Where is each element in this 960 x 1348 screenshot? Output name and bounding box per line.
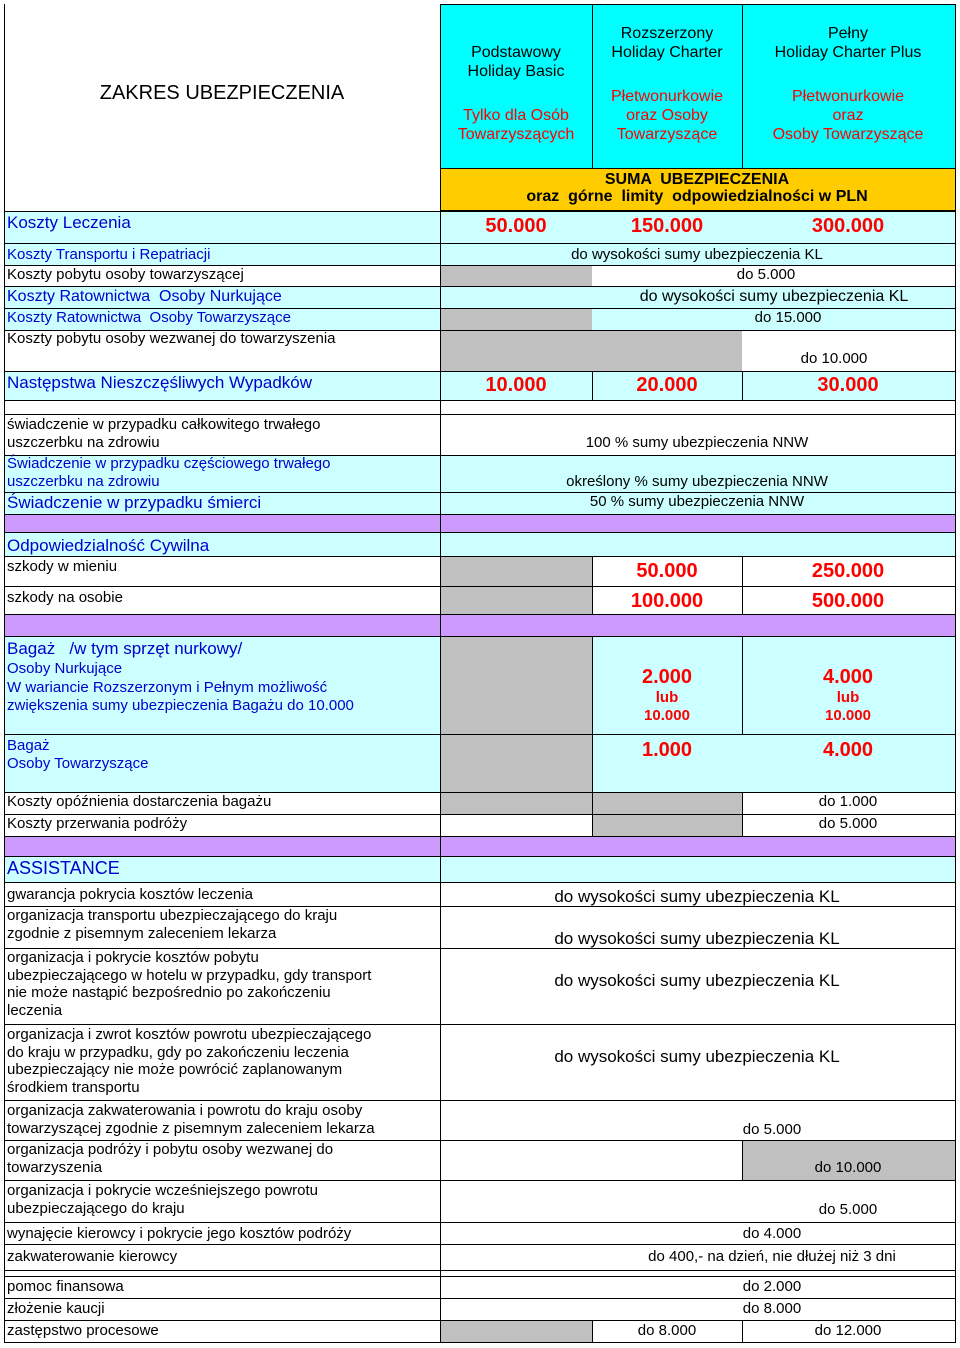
row-value: do 5.000 [818,815,878,832]
row-value: do 10.000 [814,1159,882,1176]
grid-line [4,882,955,883]
row-label: Bagaż /w tym sprzęt nurkowy/ [7,639,243,658]
row-value: do 12.000 [814,1322,882,1339]
row-value: 100 % sumy ubezpieczenia NNW [585,434,809,451]
row-label: Koszty Transportu i Repatriacji [7,246,211,263]
row-value: do 8.000 [742,1300,802,1317]
grid-line [4,1244,955,1245]
row-label: Koszty opóźnienia dostarczenia bagażu [7,793,272,810]
row-value: do wysokości sumy ubezpieczenia KL [571,246,823,263]
row-label: świadczenie w przypadku całkowitego trwałego uszczerbku na zdrowiu [7,416,321,451]
grid-line [4,1276,955,1277]
row-label: ASSISTANCE [7,858,120,878]
grid-line [4,614,955,615]
row-label: pomoc finansowa [7,1278,124,1295]
row-value: 1.000 [641,739,693,761]
table-row [4,836,955,856]
row-value: 4.000 [822,666,874,688]
row-value: do wysokości sumy ubezpieczenia KL [554,887,840,906]
row-value: do 2.000 [742,1278,802,1295]
plan-note: Płetwonurkowie oraz Osoby Towarzyszące [610,88,724,143]
table-row [4,400,955,414]
row-value: do 15.000 [754,309,822,326]
row-value: do 5.000 [742,1121,802,1138]
row-label: Świadczenie w przypadku śmierci [7,493,262,512]
row-label: Koszty Ratownictwa Osoby Nurkujące [7,288,282,305]
row-value: 20.000 [636,374,698,396]
grid-line [4,586,955,587]
row-label: organizacja i pokrycie wcześniejszego powrotu ubezpieczającego do kraju [7,1182,318,1217]
row-value: określony % sumy ubezpieczenia NNW [566,473,828,490]
sum-header: SUMA UBEZPIECZENIA oraz górne limity odpowiedzialności w PLN [526,171,868,205]
grid-line [4,286,955,287]
row-value: 30.000 [817,374,879,396]
grid-line [4,1180,955,1181]
row-label: Koszty Ratownictwa Osoby Towarzyszące [7,309,291,326]
row-label: organizacja i pokrycie kosztów pobytu ubezpieczającego w hotelu w przypadku, gdy transport nie może nastąpić bezpośrednio po zakończeniu leczenia [7,949,372,1020]
row-value: do wysokości sumy ubezpieczenia KL [554,971,840,990]
row-label: szkody na osobie [7,589,123,606]
row-label: Koszty pobytu osoby towarzyszącej [7,266,244,283]
table-row [4,614,955,636]
row-value: 4.000 [822,739,874,761]
grid-line [4,1320,955,1321]
row-value: do wysokości sumy ubezpieczenia KL [554,1047,840,1066]
plan-note: Tylko dla Osób Towarzyszących [457,107,575,143]
row-label: Bagaż Osoby Towarzyszące [7,737,149,772]
grid-line [440,210,955,211]
row-value: lub 10.000 [644,689,690,724]
grid-line [4,1298,955,1299]
table-row [4,856,955,882]
grid-line [4,556,955,557]
row-label: zastępstwo procesowe [7,1322,159,1339]
row-value: 50.000 [485,215,547,237]
grid-line [4,414,955,415]
grid-line [4,1100,955,1101]
grid-line [4,1024,955,1025]
plan-name: Rozszerzony Holiday Charter [611,25,723,61]
row-label: organizacja i zwrot kosztów powrotu ubezpieczającego do kraju w przypadku, gdy po zakończeniu leczenia ubezpieczający nie może powrócić zaplanowanym środkiem transportu [7,1026,372,1097]
row-value: do 8.000 [637,1322,697,1339]
row-value: 10.000 [485,374,547,396]
row-sublabel: Osoby Nurkujące [7,660,123,677]
grid-line [4,371,955,372]
row-value: do 5.000 [736,266,796,283]
grid-line [4,532,955,533]
row-value: 150.000 [630,215,704,237]
row-value: 300.000 [811,215,885,237]
row-label: złożenie kaucji [7,1300,105,1317]
row-value: do 4.000 [742,1225,802,1242]
grid-line [4,856,955,857]
row-label: wynajęcie kierowcy i pokrycie jego kosztów podróży [7,1225,352,1242]
grid-line [440,4,955,5]
grid-line [4,1222,955,1223]
plan-name: Pełny Holiday Charter Plus [774,25,922,61]
grid-line [4,734,955,735]
row-value: do wysokości sumy ubezpieczenia KL [639,288,909,305]
row-value: 250.000 [811,560,885,582]
row-label: szkody w mieniu [7,558,118,575]
row-value: 50 % sumy ubezpieczenia NNW [589,493,805,510]
row-value: 2.000 [641,666,693,688]
grid-line [4,1270,955,1271]
row-label: organizacja zakwaterowania i powrotu do kraju osoby towarzyszącej zgodnie z pisemnym zaleceniem lekarza [7,1102,375,1137]
row-label: zakwaterowanie kierowcy [7,1248,178,1265]
plan-note: Płetwonurkowie oraz Osoby Towarzyszące [772,88,924,143]
grid-line [4,1342,955,1343]
row-label: Odpowiedzialność Cywilna [7,536,210,555]
row-value: do wysokości sumy ubezpieczenia KL [554,929,840,948]
grid-line [592,4,593,168]
row-value: lub 10.000 [825,689,871,724]
row-label: Następstwa Nieszczęśliwych Wypadków [7,373,313,392]
row-sublabel: W wariancie Rozszerzonym i Pełnym możliwość zwiększenia sumy ubezpieczenia Bagażu do 10.000 [7,679,354,714]
row-label: gwarancja pokrycia kosztów leczenia [7,886,253,903]
table-row [4,514,955,532]
grid-line [4,836,955,837]
grid-line [4,400,955,401]
grid-line [4,211,955,212]
grid-line [4,514,955,515]
row-label: Świadczenie w przypadku częściowego trwałego uszczerbku na zdrowiu [7,455,331,490]
row-value: do 5.000 [818,1201,878,1218]
grid-line [4,636,955,637]
plan-name: Podstawowy Holiday Basic [467,44,565,80]
row-label: Koszty przerwania podróży [7,815,188,832]
page-title: ZAKRES UBEZPIECZENIA [99,82,345,104]
grid-line [742,4,743,168]
row-label: Koszty pobytu osoby wezwanej do towarzyszenia [7,330,336,347]
row-label: Koszty Leczenia [7,213,131,232]
grid-line [440,168,955,169]
row-label: organizacja transportu ubezpieczającego do kraju zgodnie z pisemnym zaleceniem lekarza [7,907,338,942]
row-value: do 1.000 [818,793,878,810]
row-value: 50.000 [636,560,698,582]
row-value: 100.000 [630,590,704,612]
row-value: do 400,- na dzień, nie dłużej niż 3 dni [648,1248,896,1265]
grid-line [4,4,5,1343]
row-label: organizacja podróży i pobytu osoby wezwanej do towarzyszenia [7,1141,334,1176]
grid-line [4,243,955,244]
row-value: 500.000 [811,590,885,612]
row-value: do 10.000 [800,350,868,367]
